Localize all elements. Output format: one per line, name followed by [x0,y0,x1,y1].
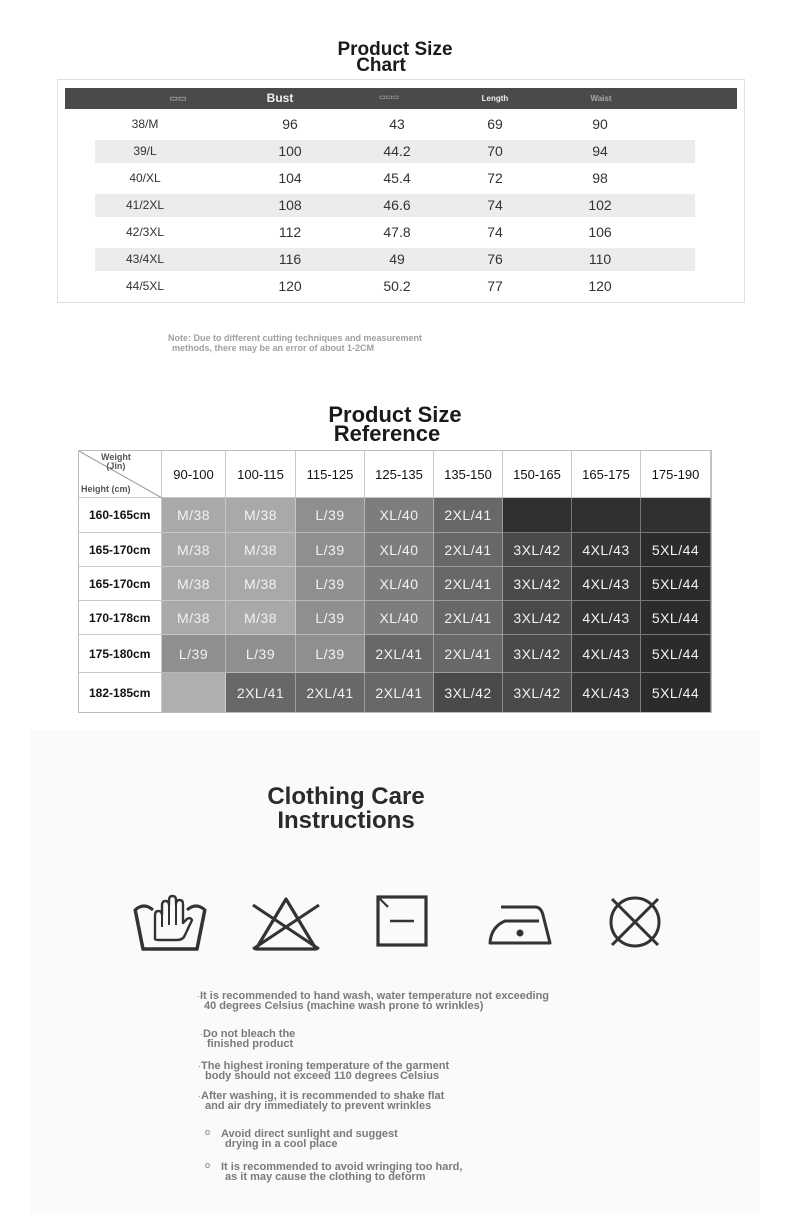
size-reference-cell: 3XL/42 [434,673,503,713]
size-chart-cell: 72 [487,170,503,186]
size-chart-cell: 45.4 [383,170,411,186]
care-title [0,785,790,833]
size-reference-cell: L/39 [226,635,296,673]
size-chart-cell: 94 [592,143,608,159]
care-instruction-line2: and air dry immediately to prevent wrinkles [205,1100,432,1112]
size-reference-cell: 4XL/43 [572,567,641,601]
size-chart-cell: 106 [588,224,612,240]
corner-weight-line1: Weight [101,452,131,462]
size-reference-cell: XL/40 [365,567,434,601]
size-chart-cell: 44.2 [383,143,411,159]
size-chart-cell: 102 [588,197,612,213]
size-reference-cell: 5XL/44 [641,567,711,601]
size-chart-cell: 98 [592,170,608,186]
size-chart-cell: 74 [487,224,503,240]
size-chart-row [95,221,695,244]
height-row-header: 170-178cm [79,601,162,635]
size-chart-cell: 43 [389,116,405,132]
weight-header-cell: 175-190 [641,451,711,498]
size-chart-cell: 120 [278,278,302,294]
care-instruction [203,1029,295,1049]
size-reference-cell: 4XL/43 [572,533,641,567]
size-chart-cell: 40/XL [129,171,161,185]
size-reference-cell: 4XL/43 [572,601,641,635]
size-chart-cell: 43/4XL [125,252,165,266]
size-reference-cell: M/38 [162,601,226,635]
size-chart-cell: 69 [487,116,503,132]
care-instruction-line2: as it may cause the clothing to deform [225,1171,426,1183]
size-chart-cell: 108 [278,197,302,213]
size-chart-title-line1: Product Size [337,39,453,60]
size-chart-cell: 110 [588,251,612,267]
size-chart-cell: 44/5XL [125,279,165,293]
weight-header-cell: 100-115 [226,451,296,498]
size-reference-cell: 2XL/41 [365,673,434,713]
header-size-blurred: ▭▭ [169,93,187,103]
size-chart-title [0,39,790,76]
size-reference-cell: 3XL/42 [503,635,572,673]
size-chart-cell: 77 [487,278,503,294]
care-instruction-line1: Avoid direct sunlight and suggest [221,1128,398,1140]
size-reference-cell [572,498,641,533]
size-reference-cell: 5XL/44 [641,673,711,713]
size-chart-cell: 116 [278,251,302,267]
care-bullet: . [198,1059,201,1069]
header-waist: Waist [590,94,612,103]
corner-weight-label [101,453,131,471]
size-reference-cell: 3XL/42 [503,533,572,567]
size-reference-cell: L/39 [296,498,365,533]
corner-height-label: Height (cm) [81,484,131,494]
size-reference-cell: M/38 [226,498,296,533]
size-chart-header [65,88,737,109]
height-row-header: 160-165cm [79,498,162,533]
size-reference-cell: XL/40 [365,533,434,567]
size-chart-cell: 120 [588,278,612,294]
size-reference-title [0,402,790,446]
care-bullet: o [205,1127,211,1137]
no-dry-clean-icon [606,893,664,951]
size-reference-cell: 2XL/41 [434,601,503,635]
size-reference-cell [503,498,572,533]
size-reference-cell: 2XL/41 [296,673,365,713]
size-reference-cell: M/38 [226,601,296,635]
height-row-header: 165-170cm [79,533,162,567]
care-instruction [200,991,549,1011]
size-reference-cell: 3XL/42 [503,567,572,601]
care-instruction-line1: It is recommended to avoid wringing too hard, [221,1161,463,1173]
size-reference-cell: L/39 [162,635,226,673]
iron-low-icon [487,893,553,949]
care-instruction-line1: The highest ironing temperature of the garment [201,1060,450,1072]
size-reference-cell: M/38 [162,498,226,533]
size-chart-cell: 49 [389,251,405,267]
size-reference-cell: 5XL/44 [641,533,711,567]
size-reference-cell: XL/40 [365,498,434,533]
size-reference-cell: 2XL/41 [434,498,503,533]
size-chart-cell: 112 [278,224,302,240]
size-chart-cell: 70 [487,143,503,159]
care-bullet: . [198,1089,201,1099]
size-reference-cell: L/39 [296,567,365,601]
size-chart-cell: 104 [278,170,302,186]
no-bleach-icon [250,893,322,953]
size-reference-table [78,450,712,713]
size-reference-cell: 2XL/41 [434,567,503,601]
size-reference-cell: M/38 [162,533,226,567]
measurement-note-line2: methods, there may be an error of about 1-2CM [172,343,375,353]
size-chart-cell: 76 [487,251,503,267]
weight-header-cell: 90-100 [162,451,226,498]
weight-header-cell: 125-135 [365,451,434,498]
care-instruction-line1: After washing, it is recommended to shake flat [201,1090,445,1102]
size-chart-cell: 47.8 [383,224,411,240]
size-reference-title-line1: Product Size [328,402,462,427]
weight-header-cell: 135-150 [434,451,503,498]
size-reference-cell: 4XL/43 [572,673,641,713]
size-reference-cell: 3XL/42 [503,601,572,635]
size-reference-cell: 2XL/41 [434,635,503,673]
size-chart-cell: 38/M [131,117,159,131]
care-instruction [221,1162,462,1182]
size-reference-cell: 2XL/41 [365,635,434,673]
header-shoulder-blurred: ▭▭▭ [379,94,399,101]
size-reference-cell: L/39 [296,635,365,673]
corner-weight-line2: (Jin) [106,461,126,471]
size-reference-cell: 5XL/44 [641,601,711,635]
measurement-note-line1: Note: Due to different cutting techniques and measurement [168,333,423,343]
measurement-note [168,333,422,353]
table-corner-cell [79,451,162,498]
size-reference-cell: M/38 [226,533,296,567]
size-reference-cell: 5XL/44 [641,635,711,673]
size-reference-cell: XL/40 [365,601,434,635]
size-chart-row [95,140,695,163]
care-instruction-line2: finished product [207,1038,294,1050]
height-row-header: 175-180cm [79,635,162,673]
size-chart-cell: 90 [592,116,608,132]
header-length: Length [481,94,509,103]
height-row-header: 182-185cm [79,673,162,713]
size-chart-cell: 50.2 [383,278,411,294]
size-chart-row [95,248,695,271]
height-row-header: 165-170cm [79,567,162,601]
size-reference-cell: 2XL/41 [226,673,296,713]
size-reference-cell: L/39 [296,533,365,567]
care-instruction [221,1129,398,1149]
size-reference-cell: 2XL/41 [434,533,503,567]
size-chart-row [95,194,695,217]
care-instruction-line2: drying in a cool place [225,1138,338,1150]
care-instruction [201,1091,444,1111]
size-chart-cell: 96 [282,116,298,132]
weight-header-cell: 165-175 [572,451,641,498]
size-chart-cell: 41/2XL [125,198,165,212]
size-chart-row [95,167,695,190]
care-bullet: o [205,1160,211,1170]
care-instruction-line2: body should not exceed 110 degrees Celsius [205,1070,440,1082]
size-reference-cell: 4XL/43 [572,635,641,673]
care-instruction-line1: It is recommended to hand wash, water temperature not exceeding [200,990,550,1002]
weight-header-cell: 150-165 [503,451,572,498]
care-instruction [201,1061,449,1081]
size-reference-title-line2: Reference [333,421,441,446]
care-title-line1: Clothing Care [267,783,425,810]
weight-header-cell: 115-125 [296,451,365,498]
size-chart-cell: 74 [487,197,503,213]
dry-flat-icon [376,893,428,949]
size-reference-cell: M/38 [162,567,226,601]
care-bullet: . [197,989,200,999]
size-chart-cell: 46.6 [383,197,411,213]
size-reference-cell [162,673,226,713]
care-bullet: . [200,1027,203,1037]
size-reference-cell: 3XL/42 [503,673,572,713]
size-chart-row [95,275,695,298]
care-instruction-line2: 40 degrees Celsius (machine wash prone to wrinkles) [204,1000,484,1012]
size-chart-cell: 39/L [133,144,157,158]
size-chart-cell: 42/3XL [125,225,165,239]
size-reference-cell: M/38 [226,567,296,601]
size-chart-title-line2: Chart [356,55,406,76]
size-chart-row [95,113,695,136]
size-chart-cell: 100 [278,143,302,159]
care-title-line2: Instructions [277,807,415,834]
header-bust: Bust [266,91,294,105]
size-reference-cell: L/39 [296,601,365,635]
care-instruction-line1: Do not bleach the [203,1028,296,1040]
size-reference-cell [641,498,711,533]
hand-wash-icon [133,893,207,953]
